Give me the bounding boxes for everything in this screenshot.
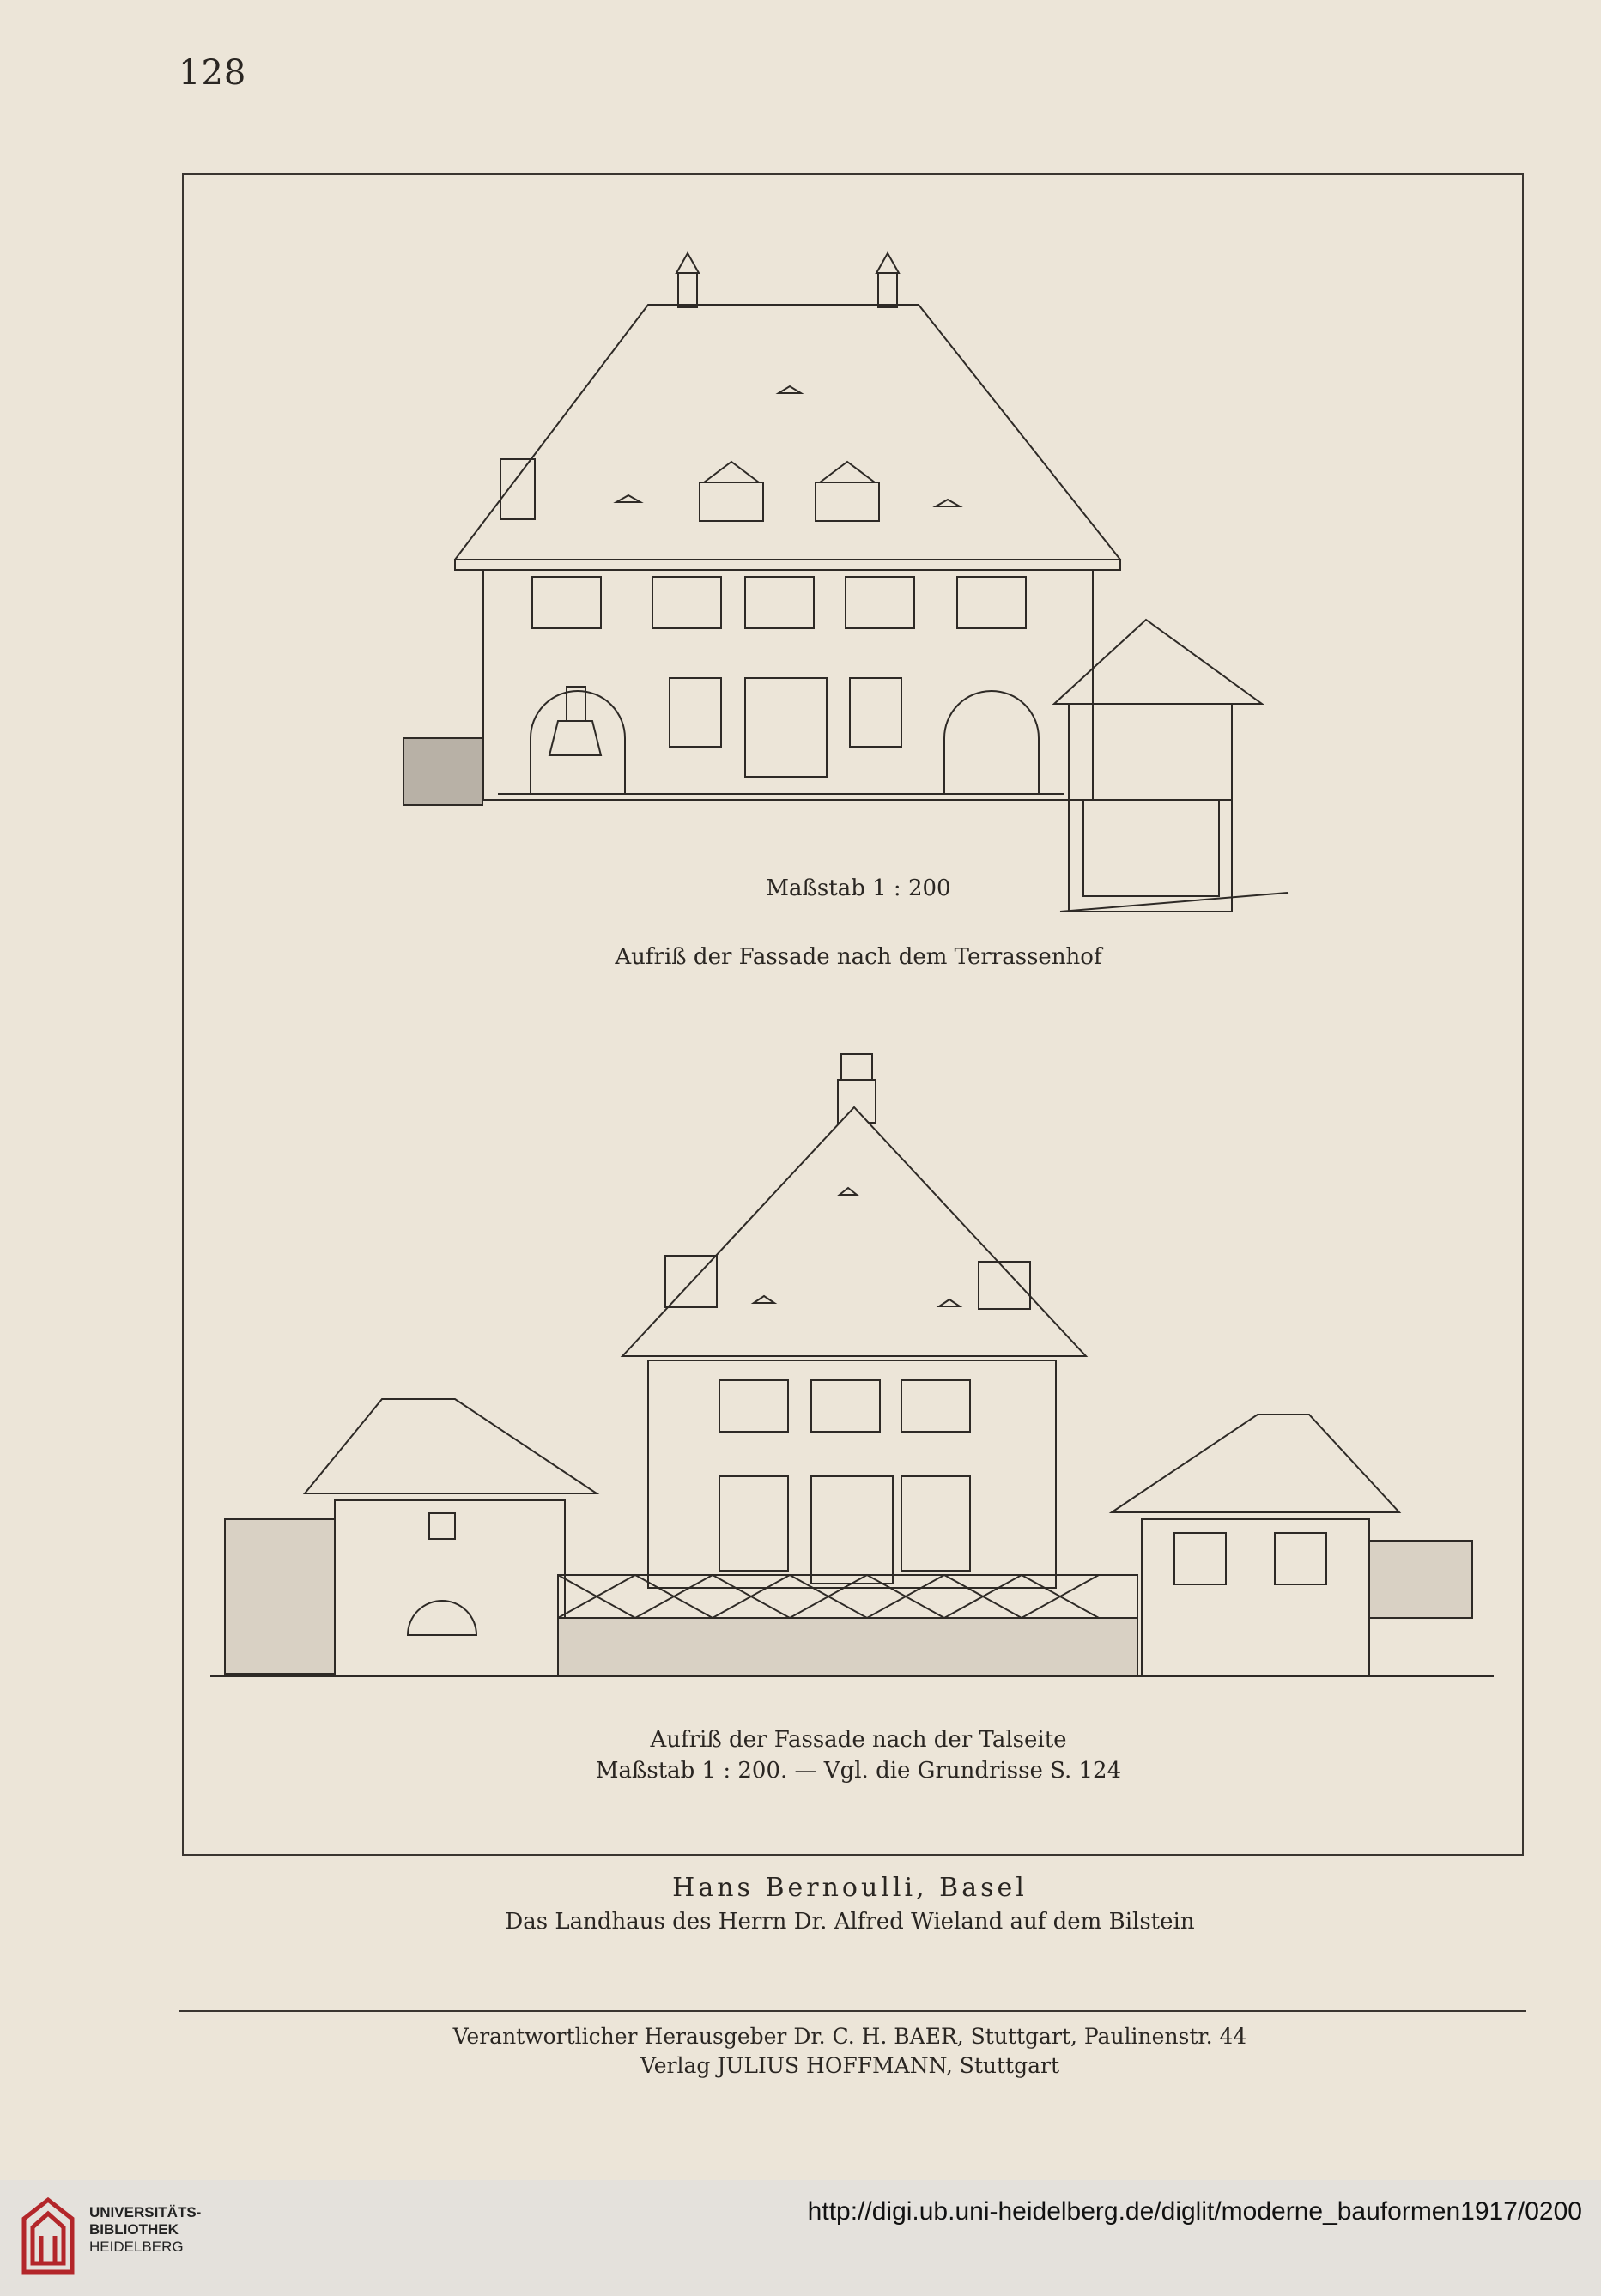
upper-caption: Aufriß der Fassade nach dem Terrassenhof [615, 944, 1102, 970]
terrace-facade-elevation [403, 253, 1288, 912]
imprint-publisher: Verlag JULIUS HOFFMANN, Stuttgart [640, 2053, 1060, 2078]
imprint-rule [179, 2010, 1526, 2012]
source-url-link[interactable]: http://digi.ub.uni-heidelberg.de/diglit/moderne_bauformen1917/0200 [807, 2197, 1582, 2226]
library-line-1: UNIVERSITÄTS- [89, 2204, 202, 2220]
plate-subject: Das Landhaus des Herrn Dr. Alfred Wieland auf dem Bilstein [505, 1909, 1195, 1935]
lower-scale-label: Maßstab 1 : 200. — Vgl. die Grundrisse S. 124 [595, 1758, 1122, 1784]
upper-scale-label: Maßstab 1 : 200 [766, 875, 951, 901]
library-line-2: BIBLIOTHEK [89, 2221, 179, 2238]
valley-facade-elevation [210, 1054, 1494, 1676]
page-number: 128 [179, 53, 247, 93]
library-name[interactable] [89, 2204, 201, 2256]
lower-caption: Aufriß der Fassade nach der Talseite [650, 1727, 1067, 1753]
university-library-logo-icon[interactable] [17, 2193, 79, 2279]
library-line-3: HEIDELBERG [89, 2238, 184, 2255]
architect-credit: Hans Bernoulli, Basel [672, 1873, 1028, 1903]
imprint-editor: Verantwortlicher Herausgeber Dr. C. H. BAER, Stuttgart, Paulinenstr. 44 [452, 2024, 1247, 2049]
